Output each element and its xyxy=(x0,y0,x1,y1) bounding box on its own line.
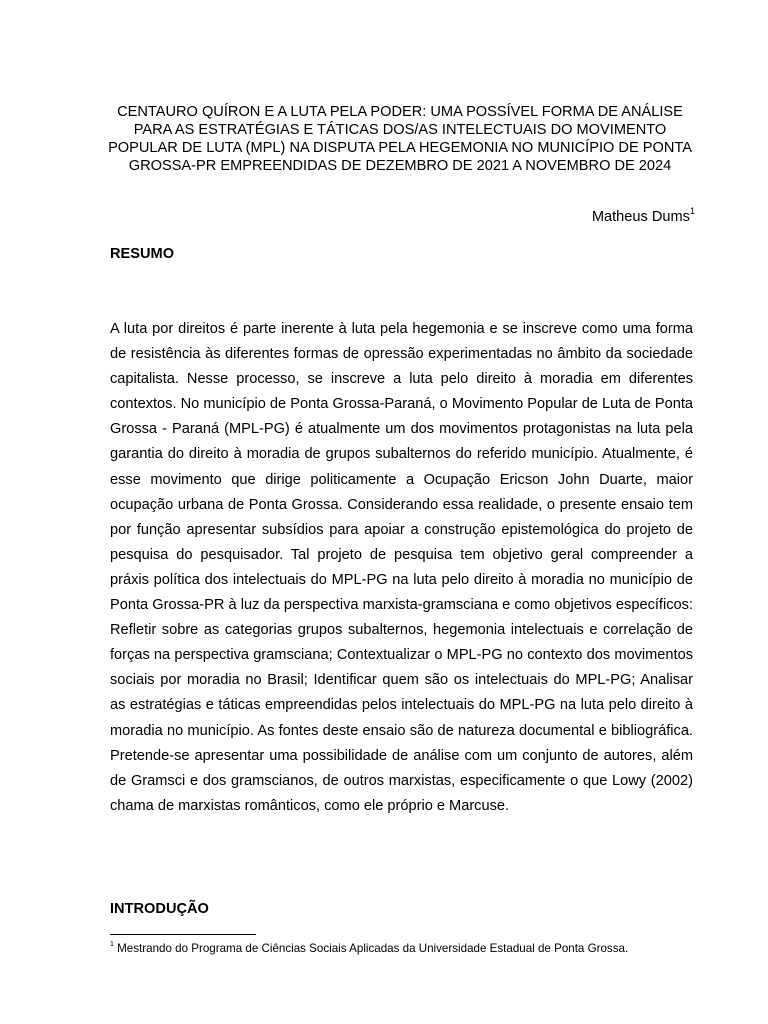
author-name: Matheus Dums xyxy=(591,208,690,225)
abstract-heading: RESUMO xyxy=(110,246,175,262)
author-line xyxy=(592,203,695,226)
abstract-body: A luta por direitos é parte inerente à luta pela hegemonia e se inscreve como uma forma de resistência às diferentes formas de opressão experimentadas no âmbito da sociedade capitalista. Nesse processo, se inscreve a luta pelo direito à moradia em diferentes contextos. No município de Ponta Grossa-Paraná, o Movimento Popular de Luta de Ponta Grossa - Paraná (MPL-PG) é atualmente um dos movimentos protagonistas na luta pela garantia do direito à moradia de grupos subalternos do referido município. Atualmente, é esse movimento que dirige politicamente a Ocupação Ericson John Duarte, maior ocupação urbana de Ponta Grossa. Considerando essa realidade, o presente ensaio tem por função apresentar subsídios para apoiar a construção epistemológica do projeto de pesquisa do pesquisador. Tal projeto de pesquisa tem objetivo geral compreender a práxis política dos intelectuais do MPL-PG na luta pelo direito à moradia no município de Ponta Grossa-PR à luz da perspectiva marxista-gramsciana e como objetivos específicos: Refletir sobre as categorias grupos subalternos, hegemonia intelectuais e correlação de forças na perspectiva gramsciana; Contextualizar o MPL-PG no contexto dos movimentos sociais por moradia no Brasil; Identificar quem são os intelectuais do MPL-PG; Analisar as estratégias e táticas empreendidas pelos intelectuais do MPL-PG na luta pelo direito à moradia no município. As fontes deste ensaio são de natureza documental e bibliográfica. Pretende-se apresentar uma possibilidade de análise com um conjunto de autores, além de Gramsci e dos gramscianos, de outros marxistas, especificamente o que Lowy (2002) chama de marxistas românticos, como ele próprio e Marcuse. xyxy=(110,321,693,814)
introduction-heading: INTRODUÇÃO xyxy=(110,901,209,917)
paper-title: CENTAURO QUÍRON E A LUTA PELA PODER: UMA POSSÍVEL FORMA DE ANÁLISE PARA AS ESTRATÉGIAS E TÁTICAS DOS/AS INTELECTUAIS DO MOVIMENTO POPULAR DE LUTA (MPL) NA DISPUTA PELA HEGEMONIA NO MUNICÍPIO DE PONTA GROSSA-PR EMPREENDIDAS DE DEZEMBRO DE 2021 A NOVEMBRO DE 2024 xyxy=(108,104,692,174)
footnote xyxy=(110,938,710,956)
author-footnote-mark[interactable]: 1 xyxy=(689,206,695,216)
footnote-divider xyxy=(110,934,256,935)
footnote-mark: 1 xyxy=(110,941,114,948)
footnote-text: Mestrando do Programa de Ciências Sociais Aplicadas da Universidade Estadual de Ponta Grossa. xyxy=(117,941,629,955)
